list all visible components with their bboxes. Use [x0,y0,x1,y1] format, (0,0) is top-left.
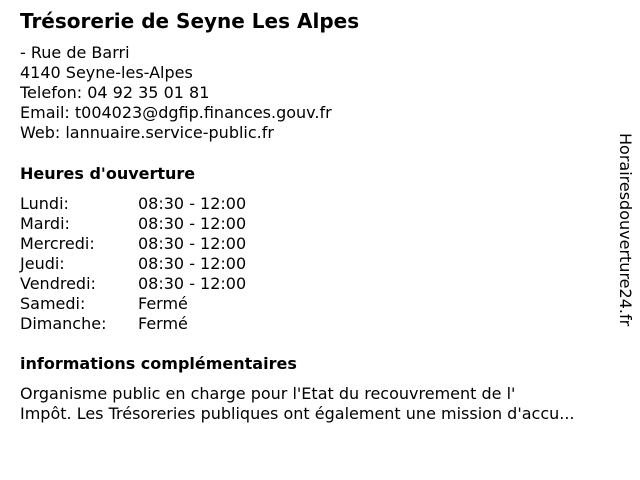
city-address: 4140 Seyne-les-Alpes [20,63,193,82]
day-time: 08:30 - 12:00 [138,274,247,293]
address-block [20,43,332,143]
day-label: Mercredi: [20,234,95,253]
info-line: Impôt. Les Trésoreries publiques ont également une mission d'accu... [20,404,575,423]
day-time: Fermé [138,314,188,333]
website: Web: lannuaire.service-public.fr [20,123,274,142]
opening-hours-table [20,194,246,334]
day-label: Samedi: [20,294,86,313]
day-label: Vendredi: [20,274,96,293]
page-title: Trésorerie de Seyne Les Alpes [20,9,360,33]
day-time: 08:30 - 12:00 [138,234,247,253]
hours-row [20,314,246,334]
info-line: Organisme public en charge pour l'Etat du recouvrement de l' [20,384,516,403]
hours-row [20,274,246,294]
phone-number: Telefon: 04 92 35 01 81 [20,83,210,102]
hours-row [20,254,246,274]
hours-row [20,234,246,254]
email-address: Email: t004023@dgfip.finances.gouv.fr [20,103,332,122]
street-address: - Rue de Barri [20,43,130,62]
day-label: Lundi: [20,194,69,213]
day-label: Dimanche: [20,314,107,333]
hours-row [20,194,246,214]
day-label: Jeudi: [20,254,65,273]
opening-hours-heading: Heures d'ouverture [20,164,196,183]
additional-info-text [20,384,632,424]
day-label: Mardi: [20,214,70,233]
day-time: 08:30 - 12:00 [138,194,247,213]
hours-row [20,294,246,314]
hours-row [20,214,246,234]
day-time: 08:30 - 12:00 [138,214,247,233]
day-time: 08:30 - 12:00 [138,254,247,273]
additional-info-heading: informations complémentaires [20,354,297,373]
day-time: Fermé [138,294,188,313]
site-watermark: Horairesdouverture24.fr [616,133,635,327]
